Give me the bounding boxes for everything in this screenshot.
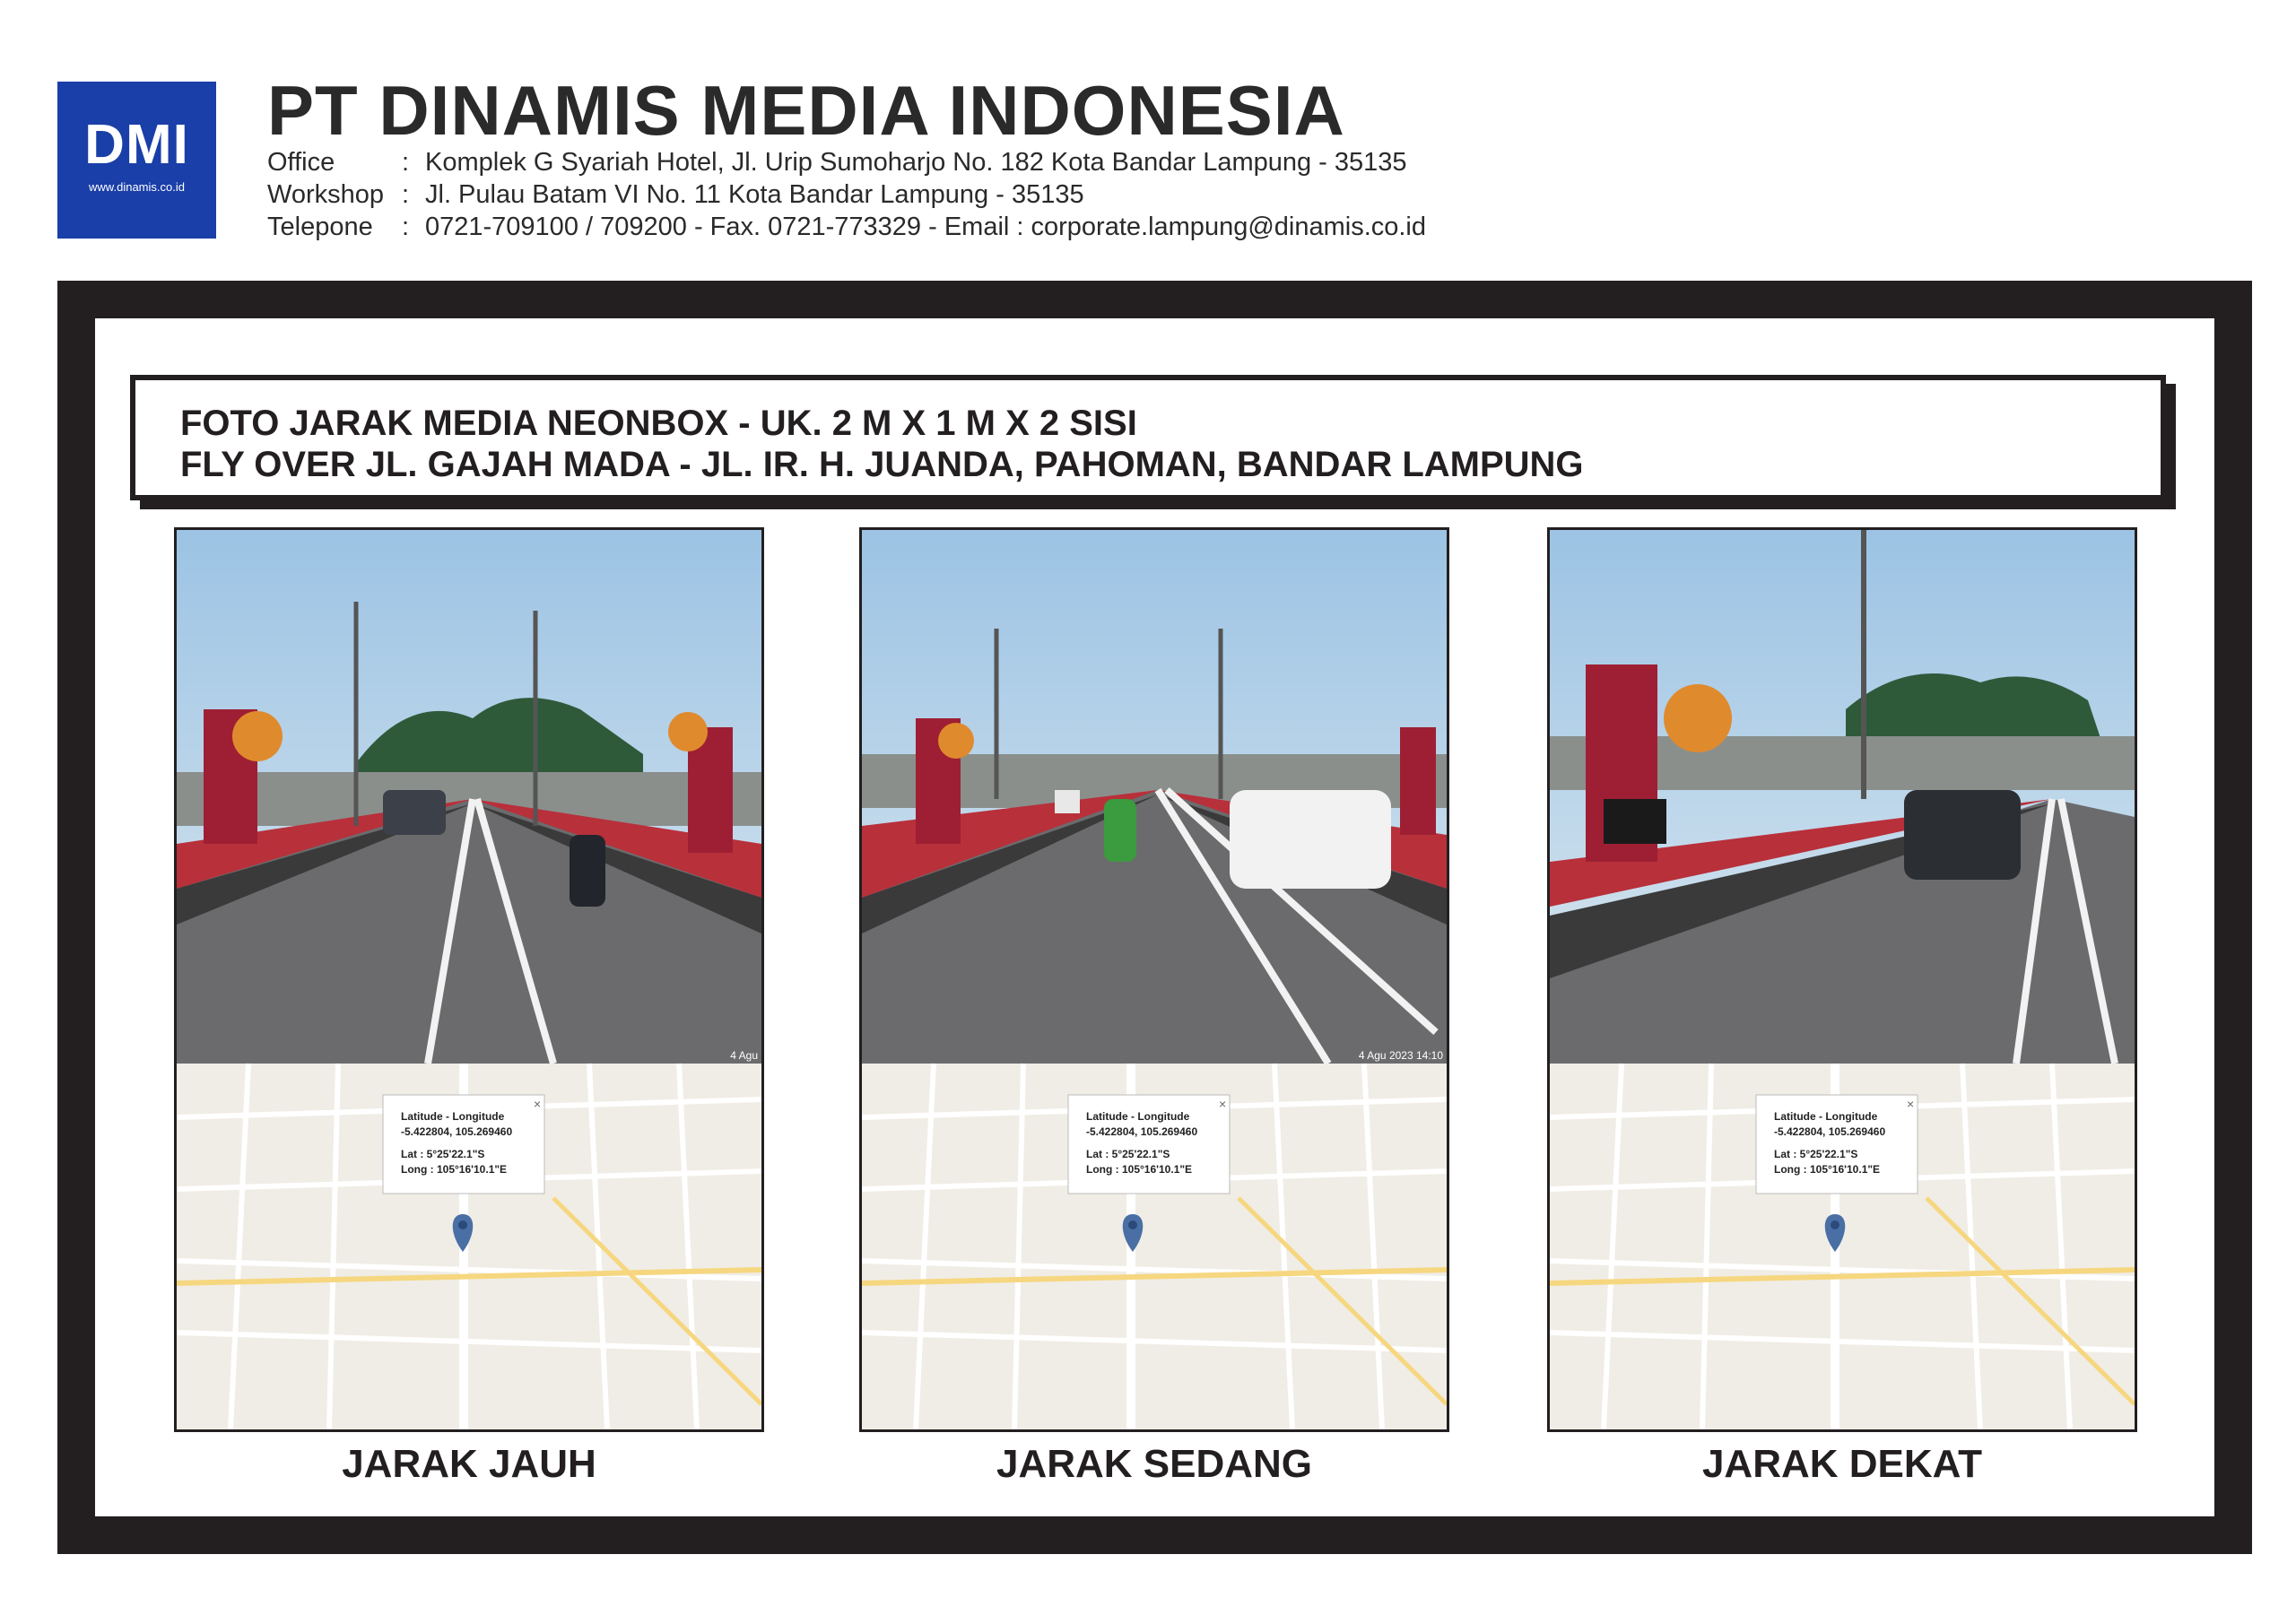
title-line-2: FLY OVER JL. GAJAH MADA - JL. IR. H. JUANDA, PAHOMAN, BANDAR LAMPUNG — [180, 445, 1584, 484]
company-info — [267, 146, 1426, 243]
road-photo — [1550, 530, 2135, 1064]
map-popup-lat: Lat : 5°25'22.1"S — [401, 1148, 485, 1160]
caption-near: JARAK DEKAT — [1701, 1442, 1983, 1486]
photo-timestamp: 4 Agu — [730, 1049, 758, 1062]
map-popup-long: Long : 105°16'10.1"E — [1086, 1163, 1193, 1176]
location-map — [1550, 1064, 2135, 1429]
caption-medium: JARAK SEDANG — [996, 1442, 1313, 1486]
workshop-row — [267, 178, 1426, 211]
office-separator: : — [402, 148, 410, 177]
map-popup-close-icon[interactable]: × — [534, 1097, 542, 1111]
title-box — [130, 375, 2166, 500]
map-popup-close-icon[interactable]: × — [1907, 1097, 1915, 1111]
office-row — [267, 146, 1426, 178]
phone-value: 0721-709100 / 709200 - Fax. 0721-773329 - Email : corporate.lampung@dinamis.co.id — [425, 213, 1427, 241]
map-popup-long: Long : 105°16'10.1"E — [1774, 1163, 1881, 1176]
road-photo — [862, 530, 1447, 1064]
company-logo — [57, 82, 216, 239]
phone-label: Telepone — [267, 213, 373, 241]
map-popup-heading: Latitude - Longitude — [401, 1110, 505, 1123]
title-line-1: FOTO JARAK MEDIA NEONBOX - UK. 2 M X 1 M X 2 SISI — [180, 404, 1137, 443]
map-popup-heading: Latitude - Longitude — [1086, 1110, 1190, 1123]
workshop-separator: : — [402, 180, 410, 209]
map-popup-long: Long : 105°16'10.1"E — [401, 1163, 508, 1176]
road-photo — [177, 530, 761, 1064]
map-popup-lat: Lat : 5°25'22.1"S — [1086, 1148, 1170, 1160]
location-map — [177, 1064, 761, 1429]
map-popup-close-icon[interactable]: × — [1219, 1097, 1227, 1111]
map-popup-heading: Latitude - Longitude — [1774, 1110, 1878, 1123]
map-popup-coords: -5.422804, 105.269460 — [1774, 1125, 1886, 1138]
map-popup-coords: -5.422804, 105.269460 — [1086, 1125, 1198, 1138]
workshop-label: Workshop — [267, 180, 385, 209]
map-popup-coords: -5.422804, 105.269460 — [401, 1125, 513, 1138]
logo-url: www.dinamis.co.id — [89, 180, 185, 194]
company-name: PT DINAMIS MEDIA INDONESIA — [267, 71, 1345, 150]
photo-panel-near — [1547, 527, 2137, 1432]
caption-far: JARAK JAUH — [342, 1442, 596, 1486]
map-popup-lat: Lat : 5°25'22.1"S — [1774, 1148, 1858, 1160]
photo-panel-medium — [859, 527, 1449, 1432]
workshop-value: Jl. Pulau Batam VI No. 11 Kota Bandar Lampung - 35135 — [425, 180, 1084, 209]
photo-panel-far — [174, 527, 764, 1432]
office-label: Office — [267, 148, 335, 177]
photo-timestamp: 4 Agu 2023 14:10 — [1358, 1049, 1443, 1062]
location-map — [862, 1064, 1447, 1429]
phone-row — [267, 211, 1426, 243]
logo-abbreviation: DMI — [84, 114, 189, 176]
phone-separator: : — [402, 213, 410, 241]
office-value: Komplek G Syariah Hotel, Jl. Urip Sumoharjo No. 182 Kota Bandar Lampung - 35135 — [425, 148, 1407, 177]
